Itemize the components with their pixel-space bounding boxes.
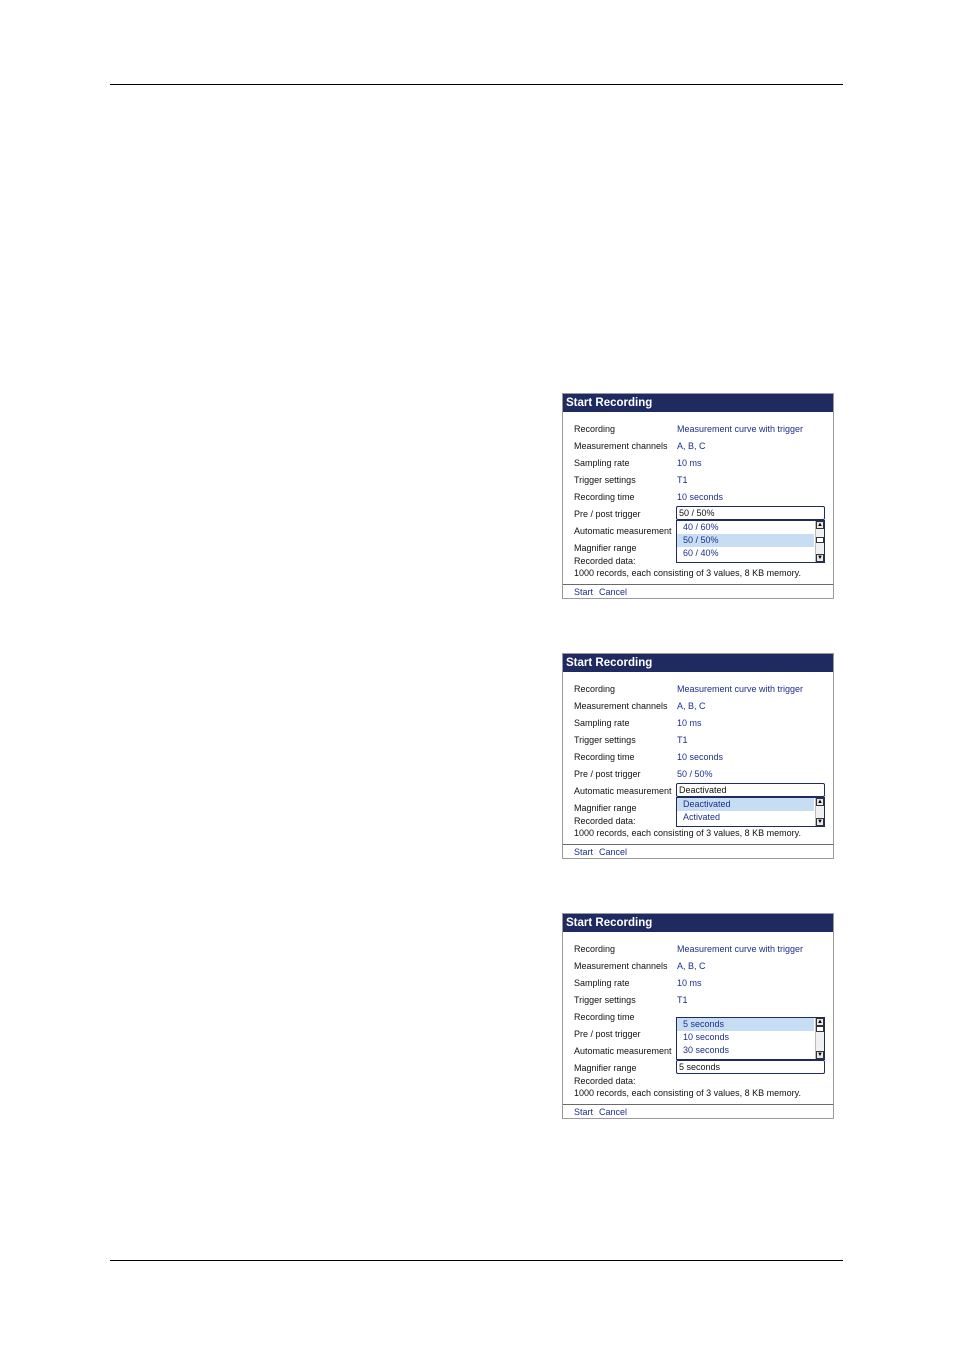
dropdown-scrollbar[interactable] <box>815 798 824 826</box>
start-recording-dialog-automatic <box>562 653 834 859</box>
recorded-data-label: Recorded data: <box>574 816 636 826</box>
start-button[interactable]: Start <box>574 1107 594 1117</box>
row-label: Recording time <box>574 1012 635 1022</box>
row-label: Recording time <box>574 492 635 502</box>
row-label: Automatic measurement <box>574 526 672 536</box>
row-measurement-channels <box>574 959 825 973</box>
pre-post-trigger-select[interactable]: 50 / 50% <box>676 506 825 520</box>
scroll-up-icon[interactable]: ▲ <box>817 799 823 805</box>
dropdown-scrollbar[interactable] <box>815 1018 824 1059</box>
dropdown-scrollbar[interactable] <box>815 521 824 562</box>
footer-divider <box>563 584 833 585</box>
automatic-measurement-select[interactable]: Deactivated <box>676 783 825 797</box>
start-button[interactable]: Start <box>574 847 594 857</box>
row-label: Pre / post trigger <box>574 1029 641 1039</box>
scroll-down-icon[interactable]: ▼ <box>817 819 823 825</box>
pre-post-trigger-dropdown[interactable] <box>676 520 825 563</box>
row-label: Trigger settings <box>574 475 636 485</box>
cancel-button[interactable]: Cancel <box>599 587 628 597</box>
row-label: Measurement channels <box>574 961 668 971</box>
dropdown-option-selected[interactable]: Deactivated <box>677 798 814 811</box>
row-value[interactable]: A, B, C <box>677 961 706 971</box>
row-measurement-channels <box>574 439 825 453</box>
recorded-data-label: Recorded data: <box>574 556 636 566</box>
row-sampling-rate <box>574 976 825 990</box>
row-label: Trigger settings <box>574 995 636 1005</box>
magnifier-range-select[interactable]: 5 seconds <box>676 1060 825 1074</box>
row-value[interactable]: 10 seconds <box>677 492 724 502</box>
scroll-down-icon[interactable]: ▼ <box>817 1052 823 1058</box>
magnifier-range-dropdown[interactable] <box>676 1017 825 1060</box>
dropdown-option[interactable]: Activated <box>683 812 721 822</box>
dropdown-option-selected[interactable]: 50 / 50% <box>677 534 814 547</box>
recorded-data-text: 1000 records, each consisting of 3 values, 8 KB memory. <box>574 568 801 578</box>
row-value[interactable]: 10 ms <box>677 718 702 728</box>
scroll-up-icon[interactable]: ▲ <box>817 1019 823 1025</box>
dialog-title: Start Recording <box>563 654 833 672</box>
row-value[interactable]: 10 ms <box>677 978 702 988</box>
row-label: Recording time <box>574 752 635 762</box>
scroll-down-icon[interactable]: ▼ <box>817 555 823 561</box>
recorded-data-text: 1000 records, each consisting of 3 values, 8 KB memory. <box>574 828 801 838</box>
row-value[interactable]: 50 / 50% <box>677 769 713 779</box>
dropdown-option[interactable]: 30 seconds <box>683 1045 730 1055</box>
dropdown-option[interactable]: 10 seconds <box>683 1032 730 1042</box>
row-value[interactable]: T1 <box>677 735 688 745</box>
scroll-thumb[interactable] <box>816 537 824 543</box>
dialog-footer <box>574 586 633 598</box>
row-label: Magnifier range <box>574 1063 637 1073</box>
automatic-measurement-dropdown[interactable] <box>676 797 825 827</box>
start-button[interactable]: Start <box>574 587 594 597</box>
row-label: Recording <box>574 684 616 694</box>
dropdown-option[interactable]: 60 / 40% <box>683 548 719 558</box>
row-measurement-channels <box>574 699 825 713</box>
footer-divider <box>563 1104 833 1105</box>
row-label: Measurement channels <box>574 701 668 711</box>
recorded-data-label: Recorded data: <box>574 1076 636 1086</box>
footer-divider <box>563 844 833 845</box>
row-value[interactable]: Measurement curve with trigger <box>677 424 804 434</box>
row-label: Magnifier range <box>574 803 637 813</box>
row-label: Recording <box>574 424 616 434</box>
row-trigger-settings <box>574 733 825 747</box>
dropdown-option-selected[interactable]: 5 seconds <box>677 1018 814 1031</box>
row-label: Pre / post trigger <box>574 769 641 779</box>
start-recording-dialog-magnifier <box>562 913 834 1119</box>
row-recording <box>574 422 825 436</box>
dialog-footer <box>574 846 633 858</box>
row-trigger-settings <box>574 473 825 487</box>
footer-rule <box>110 1260 843 1261</box>
row-value[interactable]: A, B, C <box>677 441 706 451</box>
start-recording-dialog-pretrigger <box>562 393 834 599</box>
row-label: Automatic measurement <box>574 786 672 796</box>
row-label: Trigger settings <box>574 735 636 745</box>
row-sampling-rate <box>574 716 825 730</box>
dialog-footer <box>574 1106 633 1118</box>
dropdown-option[interactable]: 40 / 60% <box>683 522 719 532</box>
row-sampling-rate <box>574 456 825 470</box>
row-value[interactable]: Measurement curve with trigger <box>677 684 804 694</box>
header-rule <box>110 84 843 85</box>
row-label: Sampling rate <box>574 458 630 468</box>
dialog-title: Start Recording <box>563 914 833 932</box>
row-value[interactable]: 10 ms <box>677 458 702 468</box>
row-recording-time <box>574 490 825 504</box>
row-value[interactable]: A, B, C <box>677 701 706 711</box>
cancel-button[interactable]: Cancel <box>599 847 628 857</box>
row-recording <box>574 942 825 956</box>
row-trigger-settings <box>574 993 825 1007</box>
row-recording-time <box>574 750 825 764</box>
row-value[interactable]: T1 <box>677 995 688 1005</box>
row-label: Sampling rate <box>574 978 630 988</box>
row-label: Recording <box>574 944 616 954</box>
scroll-up-icon[interactable]: ▲ <box>817 522 823 528</box>
row-label: Pre / post trigger <box>574 509 641 519</box>
row-pre-post-trigger <box>574 767 825 781</box>
row-value[interactable]: Measurement curve with trigger <box>677 944 804 954</box>
row-label: Sampling rate <box>574 718 630 728</box>
row-label: Measurement channels <box>574 441 668 451</box>
row-label: Automatic measurement <box>574 1046 672 1056</box>
row-recording <box>574 682 825 696</box>
dialog-title: Start Recording <box>563 394 833 412</box>
recorded-data-text: 1000 records, each consisting of 3 values, 8 KB memory. <box>574 1088 801 1098</box>
scroll-thumb[interactable] <box>816 1026 824 1032</box>
row-value[interactable]: 10 seconds <box>677 752 724 762</box>
row-label: Magnifier range <box>574 543 637 553</box>
cancel-button[interactable]: Cancel <box>599 1107 628 1117</box>
row-value[interactable]: T1 <box>677 475 688 485</box>
